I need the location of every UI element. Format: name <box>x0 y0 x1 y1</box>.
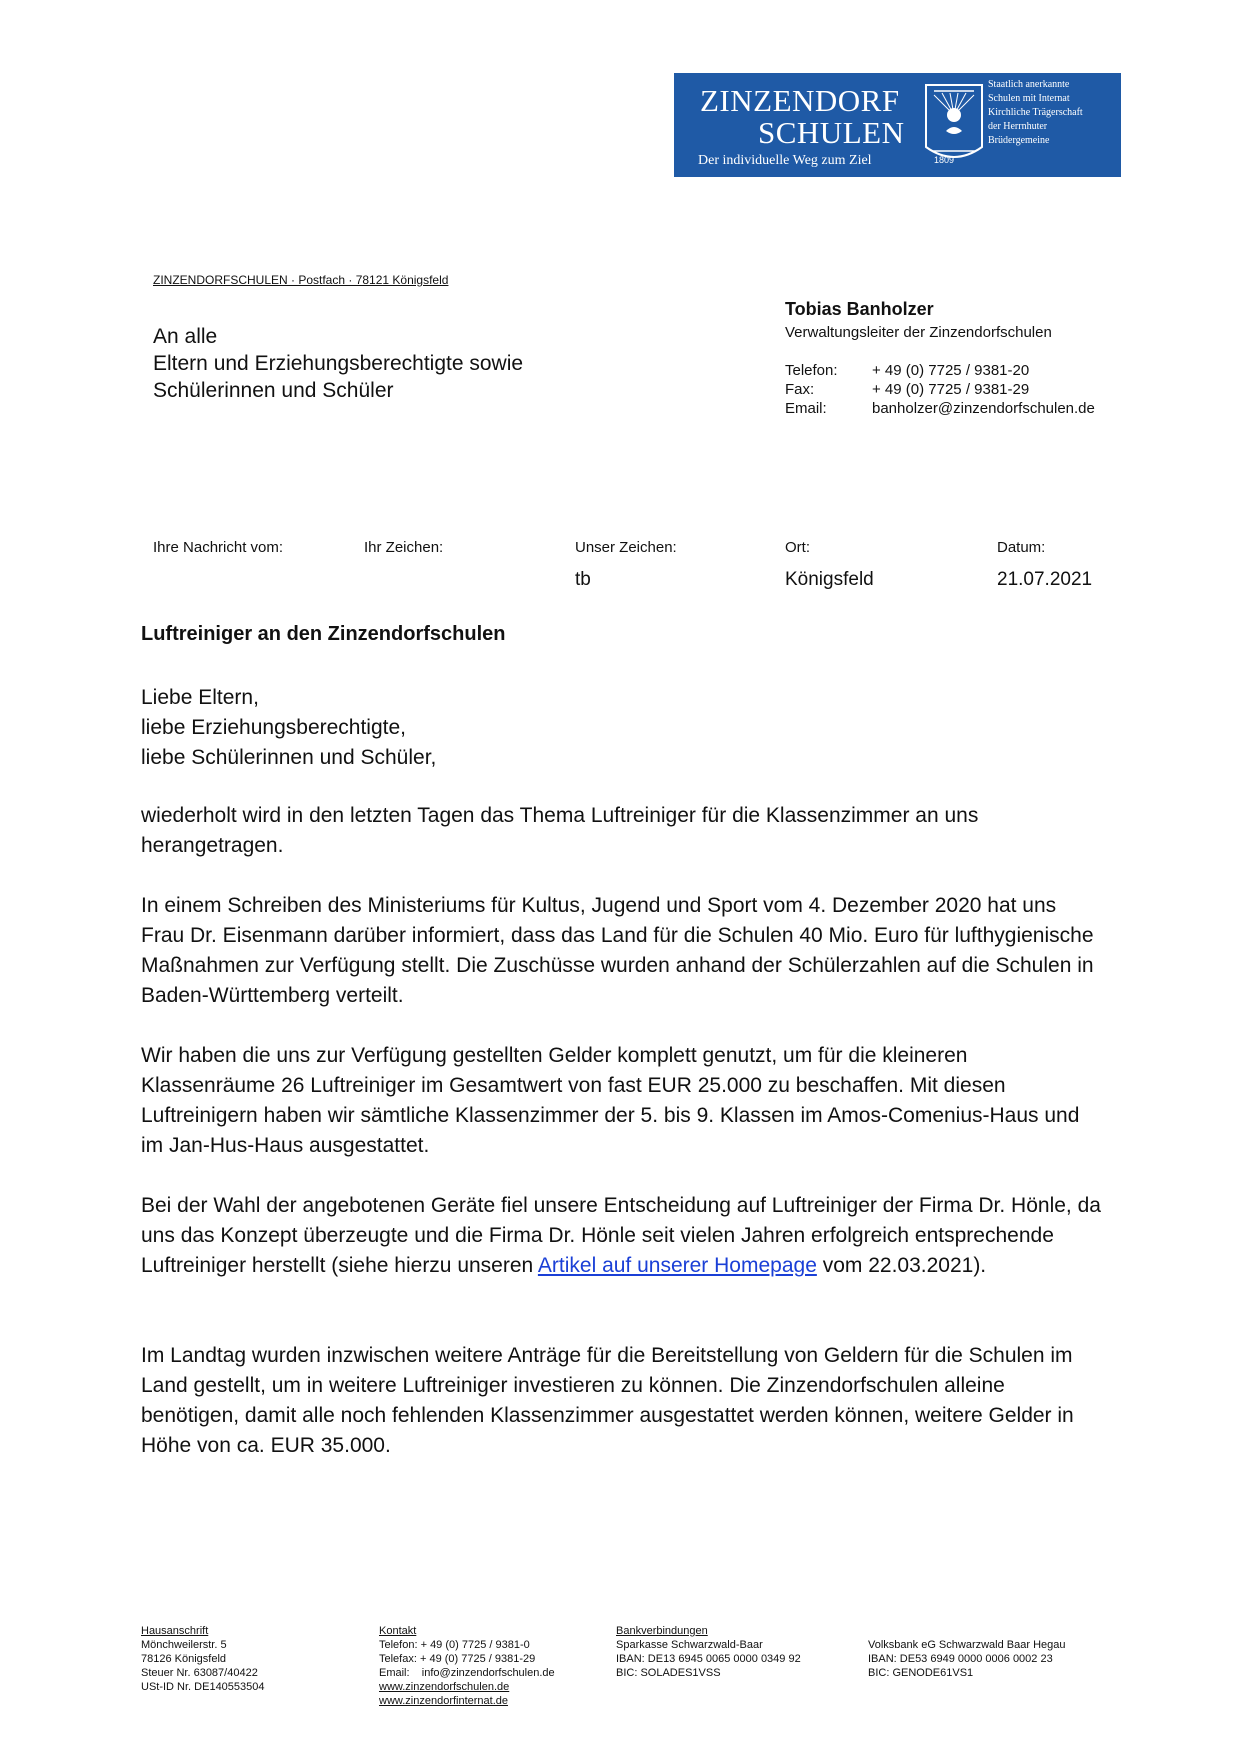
footer-line: Volksbank eG Schwarzwald Baar Hegau <box>868 1639 1066 1651</box>
logo-line-2: SCHULEN <box>758 115 905 150</box>
footer-line: USt-ID Nr. DE140553504 <box>141 1681 265 1693</box>
paragraph-text: wiederholt wird in den letzten Tagen das Thema Luftreiniger für die Klassenzimmer an uns herangetragen. <box>141 804 979 857</box>
footer-address <box>141 1624 265 1694</box>
footer-heading: Kontakt <box>379 1625 417 1637</box>
email-label: Email: <box>785 400 827 417</box>
paragraph-3 <box>141 1041 1101 1161</box>
paragraph-2 <box>141 891 1101 1011</box>
logo-tagline <box>988 78 1118 148</box>
salutation-line: Liebe Eltern, <box>141 686 259 709</box>
recipient-line: Schülerinnen und Schüler <box>153 379 394 402</box>
date-value: 21.07.2021 <box>997 569 1093 590</box>
salutation-line: liebe Erziehungsberechtigte, <box>141 716 407 739</box>
footer-line: Mönchweilerstr. 5 <box>141 1639 227 1651</box>
footer-line: Steuer Nr. 63087/40422 <box>141 1667 258 1679</box>
contact-labels <box>785 361 838 418</box>
paragraph-4-end: vom 22.03.2021). <box>816 1254 987 1277</box>
footer-line: BIC: GENODE61VS1 <box>868 1667 974 1679</box>
footer-bank-2 <box>868 1638 1066 1680</box>
footer-website-link[interactable]: www.zinzendorfschulen.de <box>379 1681 510 1693</box>
tagline-line: Brüdergemeine <box>988 135 1050 146</box>
logo-slogan: Der individuelle Weg zum Ziel <box>698 153 872 168</box>
footer-heading: Hausanschrift <box>141 1625 209 1637</box>
recipient-block <box>153 323 523 404</box>
footer-internat-link[interactable]: www.zinzendorfinternat.de <box>379 1695 509 1707</box>
contact-values <box>872 361 1095 418</box>
footer-line: IBAN: DE53 6949 0000 0006 0002 23 <box>868 1653 1053 1665</box>
footer-email[interactable]: Email: info@zinzendorfschulen.de <box>379 1667 555 1679</box>
place-value: Königsfeld <box>785 569 874 590</box>
footer-bank-1 <box>616 1624 801 1680</box>
your-message-label: Ihre Nachricht vom: <box>153 539 284 556</box>
fax-value: + 49 (0) 7725 / 9381-29 <box>872 381 1030 398</box>
your-sign-label: Ihr Zeichen: <box>364 539 444 556</box>
footer-line: BIC: SOLADES1VSS <box>616 1667 721 1679</box>
logo-line-1: ZINZENDORF <box>700 83 900 118</box>
sender-role: Verwaltungsleiter der Zinzendorfschulen <box>785 324 1052 341</box>
paragraph-5 <box>141 1341 1101 1461</box>
date-label: Datum: <box>997 539 1046 556</box>
recipient-line: Eltern und Erziehungsberechtigte sowie <box>153 352 524 375</box>
paragraph-text: Wir haben die uns zur Verfügung gestellten Gelder komplett genutzt, um für die kleineren Klassenräume 26 Luftreiniger im Gesamtwert von fast EUR 25.000 zu beschaffen. Mit diesen Luftreinigern haben wir sämtliche Klassenzimmer der 5. bis 9. Klassen im Amos-Comenius-Haus und im Jan-Hus-Haus ausgestattet. <box>141 1044 1080 1157</box>
our-sign-value: tb <box>575 569 591 590</box>
recipient-line: An alle <box>153 325 218 348</box>
footer-contact <box>379 1624 555 1708</box>
place-label: Ort: <box>785 539 810 556</box>
homepage-article-link[interactable]: Artikel auf unserer Homepage <box>537 1254 817 1277</box>
salutation-line: liebe Schülerinnen und Schüler, <box>141 746 437 769</box>
return-address: ZINZENDORFSCHULEN · Postfach · 78121 Königsfeld <box>153 273 449 287</box>
tagline-line: der Herrnhuter <box>988 121 1048 132</box>
footer-heading: Bankverbindungen <box>616 1625 708 1637</box>
footer-line: 78126 Königsfeld <box>141 1653 227 1665</box>
paragraph-4-start: Bei der Wahl der angebotenen Geräte fiel unsere Entscheidung auf Luftreiniger der Firma Dr. Hönle, da uns das Konzept überzeugte und die Firma Dr. Hönle seit vielen Jahren erfolgreich entsprechende Luftreiniger herstellt (siehe hierzu unseren <box>141 1194 1101 1277</box>
fax-label: Fax: <box>785 381 815 398</box>
footer-line: Sparkasse Schwarzwald-Baar <box>616 1639 763 1651</box>
footer-line: IBAN: DE13 6945 0065 0000 0349 92 <box>616 1653 801 1665</box>
footer-phone: Telefon: + 49 (0) 7725 / 9381-0 <box>379 1639 530 1651</box>
letter-subject: Luftreiniger an den Zinzendorfschulen <box>141 623 506 645</box>
sender-name: Tobias Banholzer <box>785 299 934 319</box>
paragraph-1 <box>141 801 1101 861</box>
logo-year: 1809 <box>934 155 955 165</box>
paragraph-text: Im Landtag wurden inzwischen weitere Anträge für die Bereitstellung von Geldern für die Schulen im Land gestellt, um in weitere Luftreiniger investieren zu können. Die Zinzendorfschulen alleine benötigen, damit alle noch fehlenden Klassenzimmer ausgestattet werden können, weitere Gelder in Höhe von ca. EUR 35.000. <box>141 1344 1074 1457</box>
footer-fax: Telefax: + 49 (0) 7725 / 9381-29 <box>379 1653 536 1665</box>
email-value[interactable]: banholzer@zinzendorfschulen.de <box>872 400 1095 417</box>
salutation <box>141 683 1101 773</box>
tagline-line: Schulen mit Internat <box>988 93 1070 104</box>
paragraph-text: In einem Schreiben des Ministeriums für Kultus, Jugend und Sport vom 4. Dezember 2020 hat uns Frau Dr. Eisenmann darüber informiert, dass das Land für die Schulen 40 Mio. Euro für lufthygienische Maßnahmen zur Verfügung stellt. Die Zuschüsse wurden anhand der Schülerzahlen auf die Schulen in Baden-Württemberg verteilt. <box>141 894 1094 1007</box>
phone-label: Telefon: <box>785 362 838 379</box>
school-logo <box>674 73 1121 177</box>
paragraph-text <box>141 1191 1101 1281</box>
our-sign-label: Unser Zeichen: <box>575 539 677 556</box>
tagline-line: Kirchliche Trägerschaft <box>988 107 1083 118</box>
phone-value: + 49 (0) 7725 / 9381-20 <box>872 362 1030 379</box>
paragraph-4 <box>141 1191 1101 1281</box>
tagline-line: Staatlich anerkannte <box>988 79 1070 90</box>
